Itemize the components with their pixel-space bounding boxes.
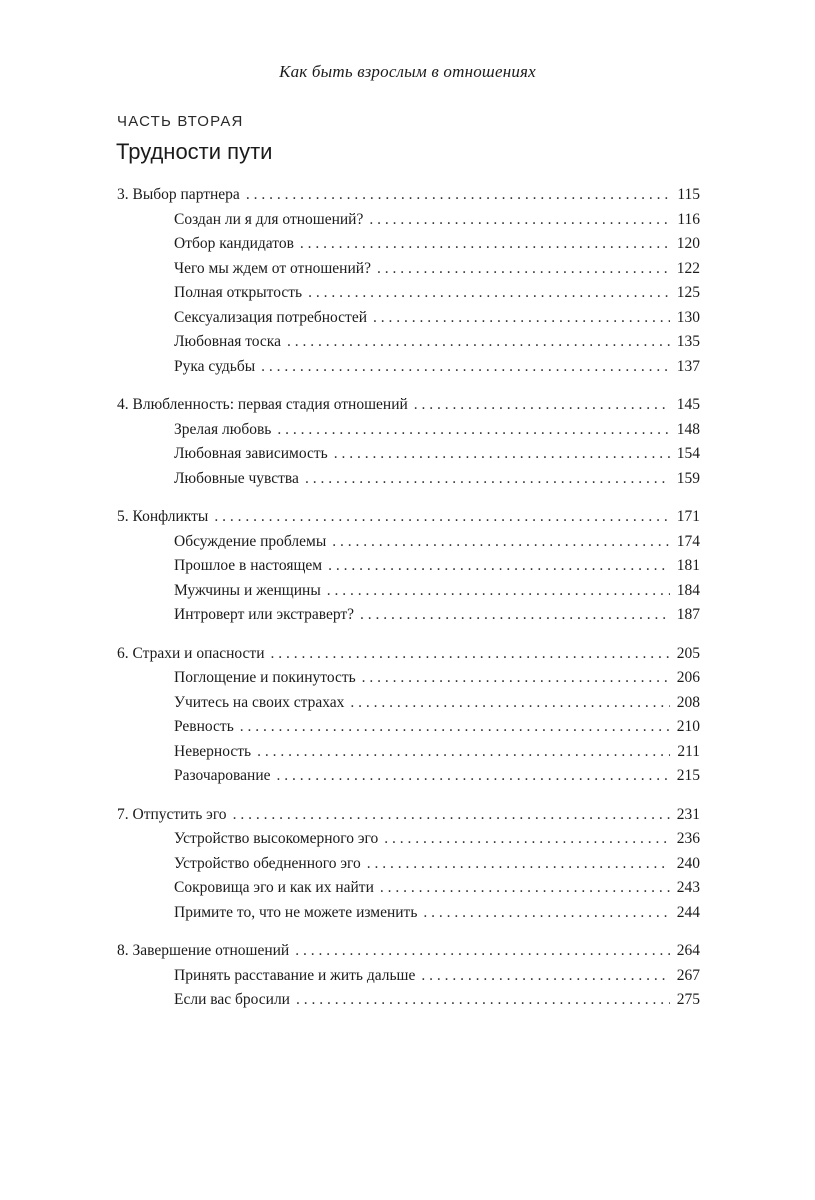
toc-section-entry[interactable] <box>117 554 700 579</box>
dot-leader <box>305 467 670 492</box>
page-number: 264 <box>676 942 700 959</box>
running-head: Как быть взрослым в отношениях <box>279 62 536 81</box>
toc-chapter <box>117 393 700 491</box>
toc-section-entry[interactable] <box>117 666 700 691</box>
toc-section-title: Сокровища эго и как их найти <box>174 879 374 896</box>
toc-section-title: Неверность <box>174 742 252 760</box>
toc-section-title: Любовная зависимость <box>174 445 328 462</box>
dot-leader <box>277 418 670 443</box>
page-number: 154 <box>676 445 700 462</box>
toc-section-entry[interactable] <box>117 764 700 789</box>
dot-leader <box>334 442 670 467</box>
dot-leader <box>350 691 670 716</box>
toc-section-title: Любовные чувства <box>174 469 299 487</box>
toc-section-title: Ревность <box>174 718 234 735</box>
dot-leader <box>257 740 670 765</box>
toc-section-entry[interactable] <box>117 901 700 926</box>
dot-leader <box>240 715 670 740</box>
toc-section-title: Устройство обедненного эго <box>174 854 361 872</box>
toc-section-title: Полная открытость <box>174 284 303 301</box>
part-label: ЧАСТЬ ВТОРАЯ <box>117 113 244 130</box>
dot-leader <box>328 554 670 579</box>
dot-leader <box>369 208 670 233</box>
toc-section-entry[interactable] <box>117 988 700 1013</box>
page-number: 205 <box>676 644 700 662</box>
toc-section-entry[interactable] <box>117 306 700 331</box>
toc-chapter-entry[interactable] <box>117 642 700 667</box>
dot-leader <box>377 257 670 282</box>
toc-section-entry[interactable] <box>117 530 700 555</box>
toc-chapter-entry[interactable] <box>117 393 700 418</box>
toc-chapter-title: 3. Выбор партнера <box>117 186 240 203</box>
toc-section-title: Устройство высокомерного эго <box>174 830 379 847</box>
toc-section-entry[interactable] <box>117 852 700 877</box>
page-number: 210 <box>676 718 700 735</box>
toc-chapter-title: 7. Отпустить эго <box>117 805 227 823</box>
toc-section-entry[interactable] <box>117 603 700 628</box>
page-number: 135 <box>676 333 700 350</box>
page-number: 125 <box>676 284 700 301</box>
toc-chapter-title: 4. Влюбленность: первая стадия отношений <box>117 396 408 413</box>
page-number: 122 <box>676 259 700 277</box>
page-number: 137 <box>676 357 700 375</box>
page-number: 231 <box>676 805 700 823</box>
toc-section-entry[interactable] <box>117 691 700 716</box>
page-number: 187 <box>676 606 700 623</box>
toc-chapter <box>117 183 700 379</box>
dot-leader <box>327 579 670 604</box>
dot-leader <box>277 764 670 789</box>
toc-section-entry[interactable] <box>117 579 700 604</box>
dot-leader <box>261 355 670 380</box>
toc-section-title: Сексуализация потребностей <box>174 308 367 326</box>
table-of-contents <box>117 183 700 1027</box>
page-number: 181 <box>676 557 700 574</box>
page-number: 148 <box>676 420 700 438</box>
page-number: 236 <box>676 830 700 847</box>
page-number: 243 <box>676 879 700 896</box>
toc-section-entry[interactable] <box>117 330 700 355</box>
dot-leader <box>421 964 670 989</box>
part-title: Трудности пути <box>116 139 273 164</box>
toc-section-title: Если вас бросили <box>174 991 290 1008</box>
toc-section-title: Прошлое в настоящем <box>174 557 323 574</box>
dot-leader <box>271 642 671 667</box>
toc-chapter-entry[interactable] <box>117 505 700 530</box>
dot-leader <box>373 306 670 331</box>
dot-leader <box>300 232 670 257</box>
toc-section-entry[interactable] <box>117 442 700 467</box>
toc-chapter-title: 6. Страхи и опасности <box>117 644 265 662</box>
toc-section-title: Чего мы ждем от отношений? <box>174 259 371 277</box>
dot-leader <box>287 330 670 355</box>
toc-section-entry[interactable] <box>117 876 700 901</box>
toc-section-title: Примите то, что не можете изменить <box>174 903 418 921</box>
toc-section-entry[interactable] <box>117 355 700 380</box>
toc-section-entry[interactable] <box>117 257 700 282</box>
toc-chapter <box>117 939 700 1013</box>
dot-leader <box>360 603 670 628</box>
page-number: 208 <box>676 693 700 711</box>
toc-section-title: Поглощение и покинутость <box>174 669 356 686</box>
toc-chapter-title: 5. Конфликты <box>117 508 209 525</box>
page-number: 211 <box>677 742 700 760</box>
toc-section-title: Разочарование <box>174 767 271 784</box>
toc-chapter <box>117 803 700 926</box>
toc-section-title: Принять расставание и жить дальше <box>174 966 416 984</box>
toc-section-entry[interactable] <box>117 467 700 492</box>
toc-chapter-entry[interactable] <box>117 803 700 828</box>
page-number: 184 <box>676 581 700 599</box>
dot-leader <box>423 901 670 926</box>
toc-section-entry[interactable] <box>117 964 700 989</box>
page-number: 215 <box>676 767 700 784</box>
dot-leader <box>295 939 670 964</box>
page-number: 116 <box>677 210 700 228</box>
dot-leader <box>414 393 670 418</box>
dot-leader <box>308 281 670 306</box>
toc-chapter <box>117 642 700 789</box>
page-number: 159 <box>676 469 700 487</box>
toc-section-title: Отбор кандидатов <box>174 235 294 252</box>
dot-leader <box>214 505 670 530</box>
toc-chapter <box>117 505 700 628</box>
dot-leader <box>367 852 670 877</box>
page-number: 267 <box>676 966 700 984</box>
toc-section-title: Любовная тоска <box>174 333 281 350</box>
page-number: 115 <box>677 186 700 203</box>
toc-section-title: Создан ли я для отношений? <box>174 210 364 228</box>
toc-section-title: Интроверт или экстраверт? <box>174 606 355 623</box>
toc-section-title: Мужчины и женщины <box>174 581 321 599</box>
toc-chapter-title: 8. Завершение отношений <box>117 942 290 959</box>
toc-section-entry[interactable] <box>117 827 700 852</box>
dot-leader <box>246 183 670 208</box>
toc-section-title: Зрелая любовь <box>174 420 272 438</box>
toc-chapter-entry[interactable] <box>117 183 700 208</box>
toc-chapter-entry[interactable] <box>117 939 700 964</box>
dot-leader <box>296 988 670 1013</box>
toc-section-entry[interactable] <box>117 418 700 443</box>
toc-section-entry[interactable] <box>117 740 700 765</box>
page-number: 145 <box>676 396 700 413</box>
dot-leader <box>233 803 670 828</box>
dot-leader <box>362 666 670 691</box>
toc-section-entry[interactable] <box>117 232 700 257</box>
toc-section-title: Учитесь на своих страхах <box>174 693 345 711</box>
toc-section-title: Обсуждение проблемы <box>174 532 327 550</box>
dot-leader <box>384 827 670 852</box>
dot-leader <box>332 530 670 555</box>
toc-section-entry[interactable] <box>117 715 700 740</box>
page-number: 275 <box>676 991 700 1008</box>
page-number: 130 <box>676 308 700 326</box>
page-number: 120 <box>676 235 700 252</box>
dot-leader <box>380 876 670 901</box>
toc-section-entry[interactable] <box>117 208 700 233</box>
page-number: 206 <box>676 669 700 686</box>
page-number: 174 <box>676 532 700 550</box>
toc-section-entry[interactable] <box>117 281 700 306</box>
page-number: 240 <box>676 854 700 872</box>
toc-section-title: Рука судьбы <box>174 357 256 375</box>
page-number: 171 <box>676 508 700 525</box>
page-number: 244 <box>676 903 700 921</box>
